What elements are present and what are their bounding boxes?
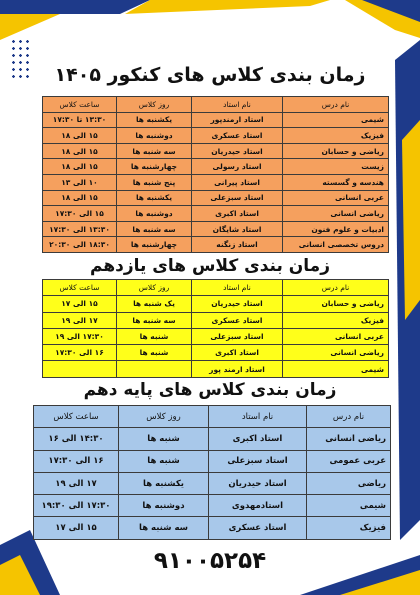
cell: ۱۳:۳۰ تا ۱۷:۳۰ <box>43 112 117 128</box>
cell: ۱۵ الی ۱۸ <box>43 159 117 175</box>
cell: استاد حیدریان <box>209 472 307 494</box>
cell: سه شنبه ها <box>117 221 192 237</box>
cell: استاد عسکری <box>192 128 283 144</box>
table-grade-11 <box>42 279 389 378</box>
cell: فیزیک <box>307 517 391 539</box>
cell: ۱۷:۳۰ الی ۱۹:۳۰ <box>34 495 119 517</box>
cell: ۱۵ الی ۱۸ <box>43 143 117 159</box>
cell: سه شنبه ها <box>117 143 192 159</box>
table-row <box>34 428 391 450</box>
phone-number: ۹۱۰۰۵۲۵۴ <box>153 548 267 574</box>
table-row <box>43 190 389 206</box>
table-row <box>43 159 389 175</box>
cell: پنج شنبه ها <box>117 174 192 190</box>
cell: ۱۵ الی ۱۷ <box>43 296 117 312</box>
cell: عربی انسانی <box>283 328 389 344</box>
cell: ۱۴:۳۰ الی ۱۶ <box>34 428 119 450</box>
cell: ۱۷ الی ۱۹ <box>43 312 117 328</box>
cell <box>43 361 117 377</box>
cell: ۱۵ الی ۱۸ <box>43 190 117 206</box>
cell: شنبه ها <box>119 450 209 472</box>
cell: ۱۷ الی ۱۹ <box>34 472 119 494</box>
cell: استاد اکبری <box>209 428 307 450</box>
table-header-row <box>34 406 391 428</box>
cell: ریاضی انسانی <box>307 428 391 450</box>
cell: شیمی <box>307 495 391 517</box>
cell: استاد زنگنه <box>192 237 283 253</box>
table-row <box>43 128 389 144</box>
table-row <box>43 143 389 159</box>
cell: ۱۰ الی ۱۳ <box>43 174 117 190</box>
header-cell: نام استاد <box>209 406 307 428</box>
table-row <box>43 174 389 190</box>
header-cell: ساعت کلاس <box>43 97 117 113</box>
table-row <box>43 237 389 253</box>
cell: دوشنبه ها <box>119 495 209 517</box>
cell: استاد عسکری <box>209 517 307 539</box>
cell: چهارشنبه ها <box>117 159 192 175</box>
cell: استاد سبزعلی <box>209 450 307 472</box>
header-cell: نام درس <box>283 280 389 296</box>
cell: استاد سبزعلی <box>192 328 283 344</box>
cell: ریاضی <box>307 472 391 494</box>
cell: استاد حیدریان <box>192 143 283 159</box>
cell: عربی عمومی <box>307 450 391 472</box>
cell: استاد حیدریان <box>192 296 283 312</box>
cell: یکشنبه ها <box>119 472 209 494</box>
table-row <box>43 296 389 312</box>
table-row <box>43 328 389 344</box>
cell: شنبه ها <box>117 345 192 361</box>
header-cell: ساعت کلاس <box>34 406 119 428</box>
header-cell: نام استاد <box>192 280 283 296</box>
cell: دوشنبه ها <box>117 128 192 144</box>
cell: ۱۵ الی ۱۸ <box>43 128 117 144</box>
title-grade-10: زمان بندی کلاس های پایه دهم <box>83 380 337 400</box>
header-cell: روز کلاس <box>117 280 192 296</box>
cell: دروس تخصصی انسانی <box>283 237 389 253</box>
cell: دوشنبه ها <box>117 206 192 222</box>
cell: ۱۵ الی ۱۷:۳۰ <box>43 206 117 222</box>
cell: ۱۵ الی ۱۷ <box>34 517 119 539</box>
cell: ۱۸:۳۰ الی ۲۰:۳۰ <box>43 237 117 253</box>
cell: ریاضی انسانی <box>283 345 389 361</box>
cell: استاد شایگان <box>192 221 283 237</box>
cell: هندسه و گسسته <box>283 174 389 190</box>
cell: چهارشنبه ها <box>117 237 192 253</box>
cell: ۱۷:۳۰ الی ۱۹ <box>43 328 117 344</box>
cell: استاد اکبری <box>192 345 283 361</box>
table-row <box>34 472 391 494</box>
cell: فیزیک <box>283 128 389 144</box>
cell: شنبه ها <box>119 428 209 450</box>
cell: استاد رسولی <box>192 159 283 175</box>
cell: زیست <box>283 159 389 175</box>
cell: استاد سبزعلی <box>192 190 283 206</box>
cell: یکشنبه ها <box>117 190 192 206</box>
cell: شیمی <box>283 361 389 377</box>
cell: ۱۳:۳۰ الی ۱۷:۳۰ <box>43 221 117 237</box>
table-konkur <box>42 96 389 253</box>
cell: استاد عسکری <box>192 312 283 328</box>
cell: استاد اکبری <box>192 206 283 222</box>
cell: ۱۶ الی ۱۷:۳۰ <box>34 450 119 472</box>
table-row <box>43 221 389 237</box>
table-grade-10 <box>33 405 391 540</box>
cell: یکشنبه ها <box>117 112 192 128</box>
table-row <box>34 495 391 517</box>
cell: استاد ارمندپور <box>192 112 283 128</box>
title-grade-11: زمان بندی کلاس های یازدهم <box>89 256 330 276</box>
cell: سه شنبه ها <box>119 517 209 539</box>
table-header-row <box>43 97 389 113</box>
cell: فیزیک <box>283 312 389 328</box>
cell: یک شنبه ها <box>117 296 192 312</box>
title-konkur: زمان بندی کلاس های کنکور ۱۴۰۵ <box>54 64 366 86</box>
cell <box>117 361 192 377</box>
table-header-row <box>43 280 389 296</box>
cell: عربی انسانی <box>283 190 389 206</box>
table-row <box>43 312 389 328</box>
cell: استاد پیرانی <box>192 174 283 190</box>
header-cell: روز کلاس <box>117 97 192 113</box>
header-cell: نام استاد <box>192 97 283 113</box>
header-cell: روز کلاس <box>119 406 209 428</box>
table-row <box>34 450 391 472</box>
table-row <box>34 517 391 539</box>
cell: شیمی <box>283 112 389 128</box>
header-cell: نام درس <box>283 97 389 113</box>
cell: ریاضی انسانی <box>283 206 389 222</box>
table-row <box>43 345 389 361</box>
cell: استاد ارمند پور <box>192 361 283 377</box>
cell: ریاضی و حسابان <box>283 296 389 312</box>
table-row <box>43 112 389 128</box>
header-cell: ساعت کلاس <box>43 280 117 296</box>
cell: ادبیات و علوم فنون <box>283 221 389 237</box>
table-row <box>43 361 389 377</box>
cell: سه شنبه ها <box>117 312 192 328</box>
cell: استادمهدوی <box>209 495 307 517</box>
cell: شنبه ها <box>117 328 192 344</box>
table-row <box>43 206 389 222</box>
header-cell: نام درس <box>307 406 391 428</box>
cell: ریاضی و حسابان <box>283 143 389 159</box>
cell: ۱۶ الی ۱۷:۳۰ <box>43 345 117 361</box>
